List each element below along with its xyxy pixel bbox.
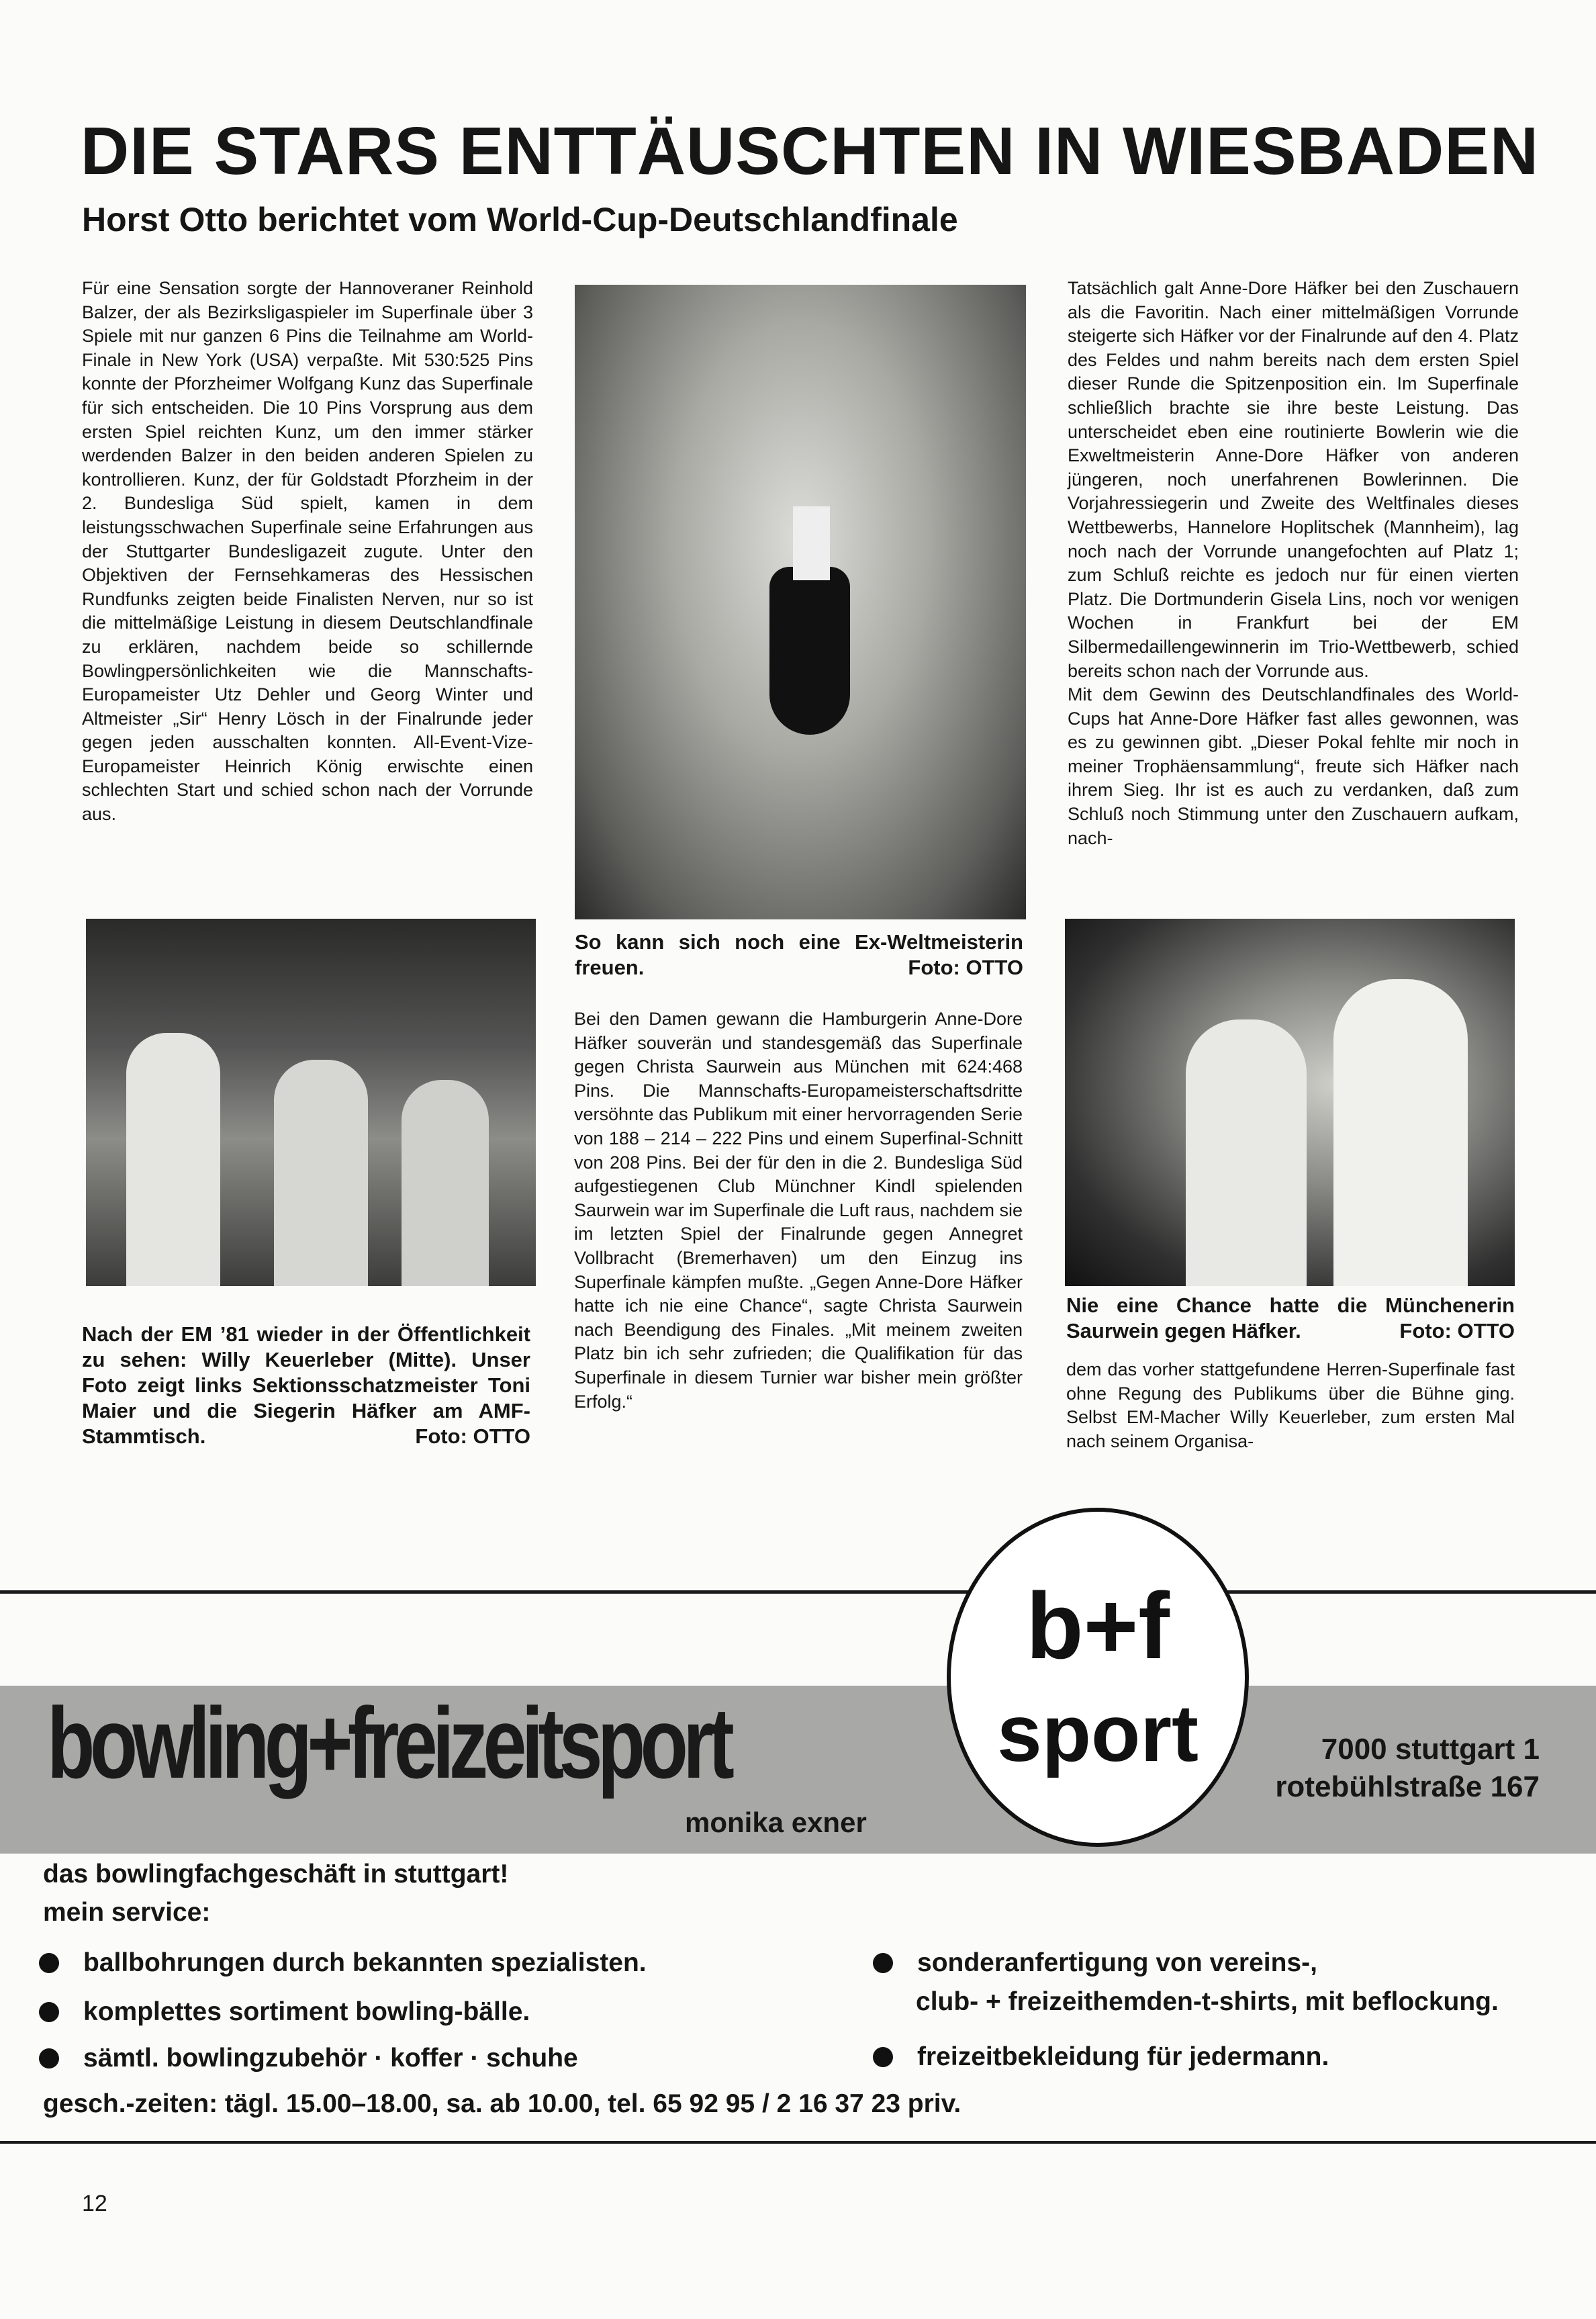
article-subtitle: Horst Otto berichtet vom World-Cup-Deutschlandfinale [82,201,958,238]
photo-person-left [1186,1019,1307,1286]
bullet-icon [873,1953,893,1973]
bf-sport-logo [947,1508,1249,1847]
caption-left [82,1322,530,1449]
service-text: freizeitbekleidung für jedermann. [917,2042,1329,2071]
service-item [39,1997,530,2028]
article-column-3 [1068,277,1519,850]
service-item [39,1948,647,1979]
article-column-2: Bei den Damen gewann die Hamburgerin Anne-Dore Häfker souverän und standesgemäß das Superfinale gegen Christa Saurwein aus München mit 624:468 Pins. Die Mannschafts-Europameisterschaftsdritte versöhnte das Publikum mit einer hervorragenden Serie von 188 – 214 – 222 Pins und einem Superfinal-Schnitt von 208 Pins. Bei der für den in die 2. Bundesliga Süd aufgestiegenen Club Münchner Kindl spielenden Saurwein war im Superfinale die Luft raus, nachdem sie im letzten Spiel der Finalrunde gegen Annegret Vollbracht (Bremerhaven) um den Einzug ins Superfinale kämpfen mußte. „Gegen Anne-Dore Häfker hatte ich nie eine Chance“, sagte Christa Saurwein nach Beendigung des Finales. „Mit meinem zweiten Platz bin ich sehr zufrieden; die Qualifikation für das Superfinale in diesem Turnier war bisher mein größter Erfolg.“ [574,1009,1023,1412]
caption-center [575,929,1023,981]
ad-address-street: rotebühlstraße 167 [1275,1770,1540,1803]
ad-brand-name: bowling+freizeitsport [47,1686,730,1799]
article-title: DIE STARS ENTTÄUSCHTEN IN WIESBADEN [81,113,1540,189]
bullet-icon [39,2048,59,2068]
service-text: sämtl. bowlingzubehör · koffer · schuhe [83,2044,578,2073]
photo-person-left [126,1033,220,1286]
article-column-1: Für eine Sensation sorgte der Hannoveraner Reinhold Balzer, der als Bezirksligaspieler im Superfinale über 3 Spiele mit nur ganzen 6 Pins die Teilnahme am World-Finale in New York (USA) verpaßte. Mit 530:525 Pins konnte der Pforzheimer Wolfgang Kunz das Superfinale für sich entscheiden. Die 10 Pins Vorsprung aus dem ersten Spiel reichten Kunz, um den immer stärker werdenden Balzer in den beiden anderen Spielen zu kontrollieren. Kunz, der für Goldstadt Pforzheim in der 2. Bundesliga Süd spielt, kamen in dem leistungsschwachen Superfinale seine Erfahrungen aus der Stuttgarter Bundesligazeit zugute. Unter den Objektiven der Fernsehkameras des Hessischen Rundfunks zeigten beide Finalisten Nerven, nur so ist die mittelmäßige Leistung in diesem Deutschlandfinale zu erklären, nachdem beide so schillernde Bowlingpersönlichkeiten wie die Mannschafts-Europameister Utz Dehler und Georg Winter und Altmeister „Sir“ Henry Lösch in der Finalrunde jeder gegen jeden ausschalten konnten. All-Event-Vize-Europameister Heinrich König erwischte einen schlechten Start und schied schon nach der Vorrunde aus. [82,278,533,825]
photo-figure-silhouette [769,567,850,735]
caption-text: Nach der EM ’81 wieder in der Öffentlichkeit zu sehen: Willy Keuerleber (Mitte). Unser Foto zeigt links Sektionsschatzmeister Toni Maier und die Siegerin Häfker am AMF-Stammtisch. [82,1322,530,1448]
service-text: ballbohrungen durch bekannten spezialisten. [83,1948,647,1977]
photo-person-right [402,1080,489,1286]
ad-opening-hours: gesch.-zeiten: tägl. 15.00–18.00, sa. ab 10.00, tel. 65 92 95 / 2 16 37 23 priv. [43,2089,961,2118]
photo-credit: Foto: OTTO [908,956,1023,979]
ad-tagline: das bowlingfachgeschäft in stuttgart! [43,1860,509,1889]
photo-credit: Foto: OTTO [415,1424,530,1448]
service-text: sonderanfertigung von vereins-, [917,1948,1317,1977]
caption-text: So kann sich noch eine Ex-Weltmeisterin freuen. [575,930,1023,979]
photo-bowler-celebrating [575,285,1026,919]
ad-top-rule [0,1590,1596,1594]
bullet-icon [873,2047,893,2067]
logo-sport-text: sport [997,1688,1199,1778]
bullet-icon [39,1953,59,1973]
service-text: komplettes sortiment bowling-bälle. [83,1997,530,2026]
page-number: 12 [82,2191,107,2216]
paragraph: Mit dem Gewinn des Deutschlandfinales des World-Cups hat Anne-Dore Häfker fast alles gewonnen, was es zu gewinnen gibt. „Dieser Pokal fehlte mir noch in meiner Trophäensammlung“, freute sich Häfker nach ihrem Sieg. Ihr ist es auch zu verdanken, daß zum Schluß noch Stimmung unter den Zuschauern aufkam, nach- [1068,684,1519,848]
caption-right [1066,1293,1515,1344]
paragraph: Tatsächlich galt Anne-Dore Häfker bei den Zuschauern als die Favoritin. Nach einer mittelmäßigen Vorrunde steigerte sich Häfker vor der Finalrunde auf den 4. Platz des Feldes und nahm bereits nach dem ersten Spiel dieser Runde die Spitzenposition ein. Im Superfinale schließlich brachte sie ihre beste Leistung. Das unterscheidet eben eine routinierte Bowlerin wie die Exweltmeisterin Anne-Dore Häfker von anderen jüngeren, noch unerfahrenen Bowlerinnen. Die Vorjahressiegerin und Zweite des Weltfinales dieses Wettbewerbs, Hannelore Hoplitschek (Mannheim), lag noch nach der Vorrunde unangefochten auf Platz 1; zum Schluß reichte es jedoch nur für einen vierten Platz. Die Dortmunderin Gisela Lins, noch vor wenigen Wochen in Frankfurt bei der EM Silbermedaillengewinnerin im Trio-Wettbewerb, schied bereits schon nach der Vorrunde aus. [1068,278,1519,681]
photo-person-middle [274,1060,368,1286]
ad-address-city: 7000 stuttgart 1 [1321,1733,1540,1766]
service-item [873,2042,1329,2073]
photo-credit: Foto: OTTO [1399,1319,1515,1343]
service-item [39,2043,578,2074]
article-column-3-continued: dem das vorher stattgefundene Herren-Superfinale fast ohne Regung des Publikums über die Bühne ging. Selbst EM-Macher Willy Keuerleber, zum ersten Mal nach seinem Organisa- [1066,1359,1515,1451]
photo-figure-torso [793,506,830,580]
service-item [873,1948,1317,1979]
ad-owner-name: monika exner [685,1807,867,1838]
caption-text: Nie eine Chance hatte die Münchenerin Saurwein gegen Häfker. [1066,1293,1515,1343]
service-item-continued: club- + freizeithemden-t-shirts, mit beflockung. [916,1987,1499,2016]
ad-service-heading: mein service: [43,1898,211,1927]
photo-haefker-saurwein [1065,919,1515,1286]
bullet-icon [39,2002,59,2022]
ad-bottom-rule [0,2141,1596,2144]
photo-person-right [1333,979,1468,1286]
photo-stammtisch [86,919,536,1286]
logo-bf-text: b+f [1026,1573,1170,1678]
